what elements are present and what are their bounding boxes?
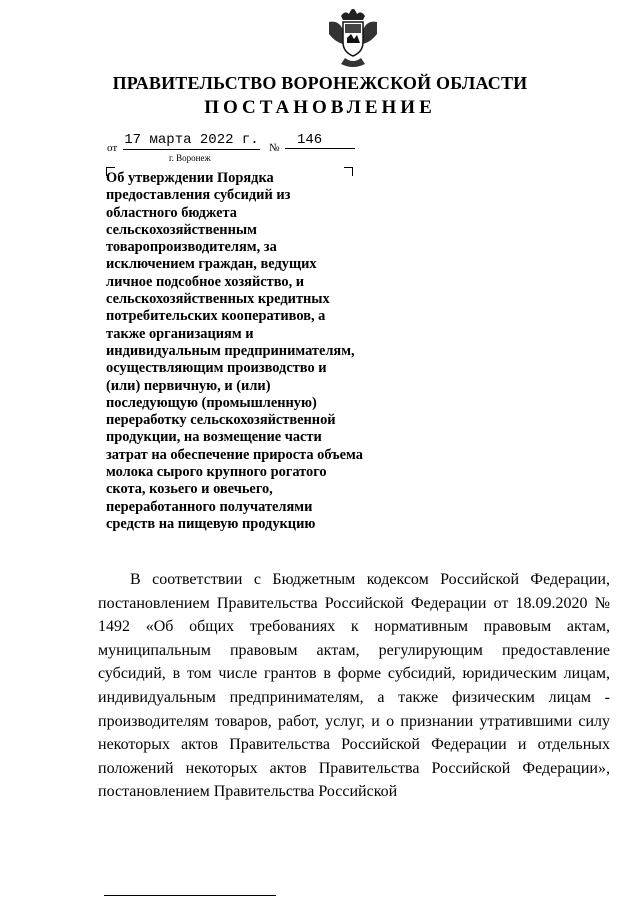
title-line: личное подсобное хозяйство, и [106,273,305,290]
city: г. Воронеж [169,153,211,163]
document-type: ПОСТАНОВЛЕНИЕ [204,97,436,118]
body-text: В соответствии с Бюджетным кодексом Российской Федерации, постановлением Правительства Российской Федерации от 18.09.2020 № 1492 «Об общих требованиях к нормативным правовым актам, муниципальным правовым актам, регулирующим предоставление субсидий, в том числе грантов в форме субсидий, юридическим лицам, индивидуальным предпринимателям, а также физическим лицам - производителям товаров, работ, услуг, и о признании утратившими силу некоторых актов Правительства Российской Федерации и отдельных положений некоторых актов Правительства Российской Федерации», постановлением Правительства Российской [98,571,610,801]
title-line: молока сырого крупного рогатого [106,464,327,481]
document-number: 146 [285,132,355,149]
date-from-label: от [107,142,118,154]
title-line: сельскохозяйственных кредитных [106,291,330,308]
title-line: средств на пищевую продукцию [106,515,316,532]
title-line: продукции, на возмещение части [106,429,322,446]
document-date: 17 марта 2022 г. [124,132,259,148]
title-line: затрат на обеспечение прироста объема [106,446,363,463]
footer-rule [104,895,276,896]
title-line: также организациям и [106,325,254,342]
title-line: переработку сельскохозяйственной [106,412,336,429]
document-title [106,170,396,533]
title-line: Об утверждении Порядка [106,170,274,186]
voronezh-coat-of-arms-icon [327,8,379,68]
title-line: (или) первичную, и (или) [106,377,271,394]
title-line: переработанного получателями [106,498,313,515]
title-line: сельскохозяйственным [106,221,257,238]
title-line: индивидуальным предпринимателям, [106,342,355,359]
title-line: областного бюджета [106,204,237,221]
title-line: потребительских кооперативов, а [106,308,326,325]
dateline [107,132,367,162]
title-line: товаропроизводителям, за [106,239,277,256]
title-line: осуществляющим производство и [106,360,327,377]
number-label: № [269,142,280,154]
government-name: ПРАВИТЕЛЬСТВО ВОРОНЕЖСКОЙ ОБЛАСТИ [112,73,528,93]
title-line: предоставления субсидий из [106,187,291,204]
title-line: последующую (промышленную) [106,394,317,411]
body-paragraph [98,568,610,804]
title-line: исключением граждан, ведущих [106,256,317,273]
title-line: скота, козьего и овечьего, [106,481,273,498]
